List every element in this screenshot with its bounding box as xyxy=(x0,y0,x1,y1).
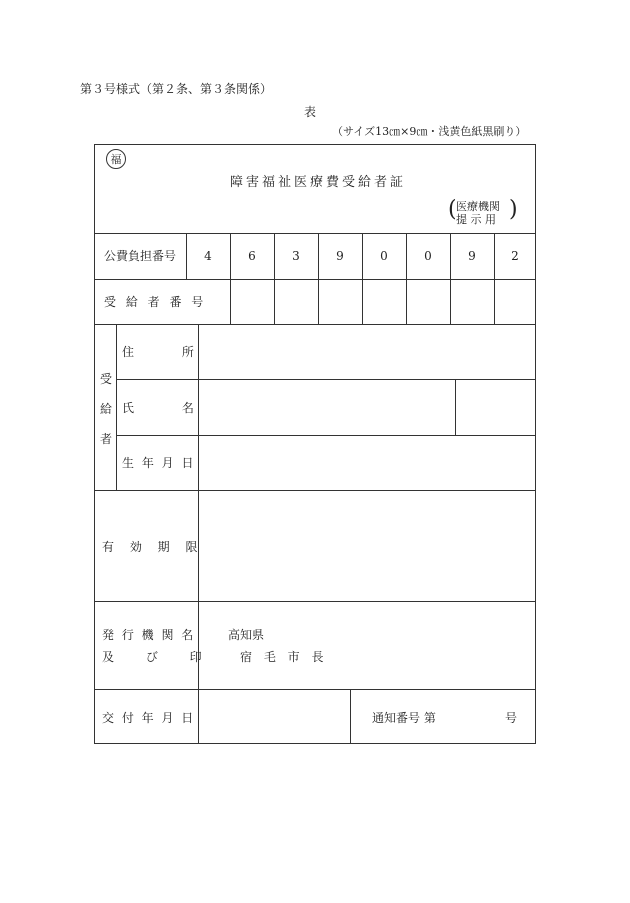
grid-line xyxy=(116,435,536,436)
payer-digit: 4 xyxy=(204,249,212,263)
validity-period-label: 有 効 期 限 xyxy=(102,540,198,554)
grid-line xyxy=(94,279,536,280)
address-label-text: 住 所 xyxy=(122,345,194,359)
size-note: （サイズ13㎝×9㎝・浅黄色紙黒刷り） xyxy=(332,125,527,138)
grid-line xyxy=(116,324,117,490)
grid-line xyxy=(274,233,275,324)
name-label-text: 氏 名 xyxy=(122,401,194,415)
notice-number-suffix: 号 xyxy=(505,711,518,725)
grid-line xyxy=(494,233,495,324)
payer-digit: 9 xyxy=(336,249,344,263)
notice-number-label: 通知番号 第 xyxy=(372,711,436,725)
payer-digit: 9 xyxy=(468,249,476,263)
name-label xyxy=(122,402,194,414)
public-payer-label: 公費負担番号 xyxy=(104,249,177,263)
welfare-seal-mark: 福 xyxy=(106,149,126,169)
grid-line xyxy=(116,379,536,380)
issuer-label-line2: 及 び 印 xyxy=(102,650,202,664)
paren-right-icon: ) xyxy=(509,197,518,222)
issuer-mayor: 宿 毛 市 長 xyxy=(240,650,324,664)
grid-line xyxy=(186,233,187,279)
address-label xyxy=(122,346,194,358)
payer-digit: 6 xyxy=(248,249,256,263)
issuer-label-line1: 発 行 機 関 名 xyxy=(102,628,194,642)
birth-date-label: 生 年 月 日 xyxy=(122,456,194,470)
form-number-header: 第３号様式（第２条、第３条関係） xyxy=(80,82,273,96)
payer-digit: 0 xyxy=(424,249,432,263)
grid-line xyxy=(94,490,536,491)
grid-line xyxy=(406,233,407,324)
recipient-group-char: 給 xyxy=(99,402,112,416)
payer-digit: 0 xyxy=(380,249,388,263)
recipient-number-label: 受 給 者 番 号 xyxy=(104,295,204,309)
present-note-line1: 医療機関 xyxy=(456,200,500,213)
front-side-label: 表 xyxy=(304,105,317,119)
recipient-group-char: 受 xyxy=(99,372,112,386)
grid-line xyxy=(94,601,536,602)
grid-line xyxy=(318,233,319,324)
present-note-line2: 提 示 用 xyxy=(456,213,496,226)
grid-line xyxy=(230,233,231,324)
grid-line xyxy=(198,324,199,744)
grid-line xyxy=(455,379,456,435)
issuer-prefecture: 高知県 xyxy=(228,628,265,642)
paren-left-icon: ( xyxy=(448,197,457,222)
card-title: 障害福祉医療費受給者証 xyxy=(230,175,407,190)
payer-digit: 2 xyxy=(511,249,519,263)
grid-line xyxy=(94,324,536,325)
grid-line xyxy=(362,233,363,324)
recipient-group-char: 者 xyxy=(99,432,112,446)
issue-date-label: 交 付 年 月 日 xyxy=(102,711,194,725)
grid-line xyxy=(450,233,451,324)
grid-line xyxy=(94,233,536,234)
grid-line xyxy=(94,689,536,690)
grid-line xyxy=(350,689,351,744)
payer-digit: 3 xyxy=(292,249,300,263)
